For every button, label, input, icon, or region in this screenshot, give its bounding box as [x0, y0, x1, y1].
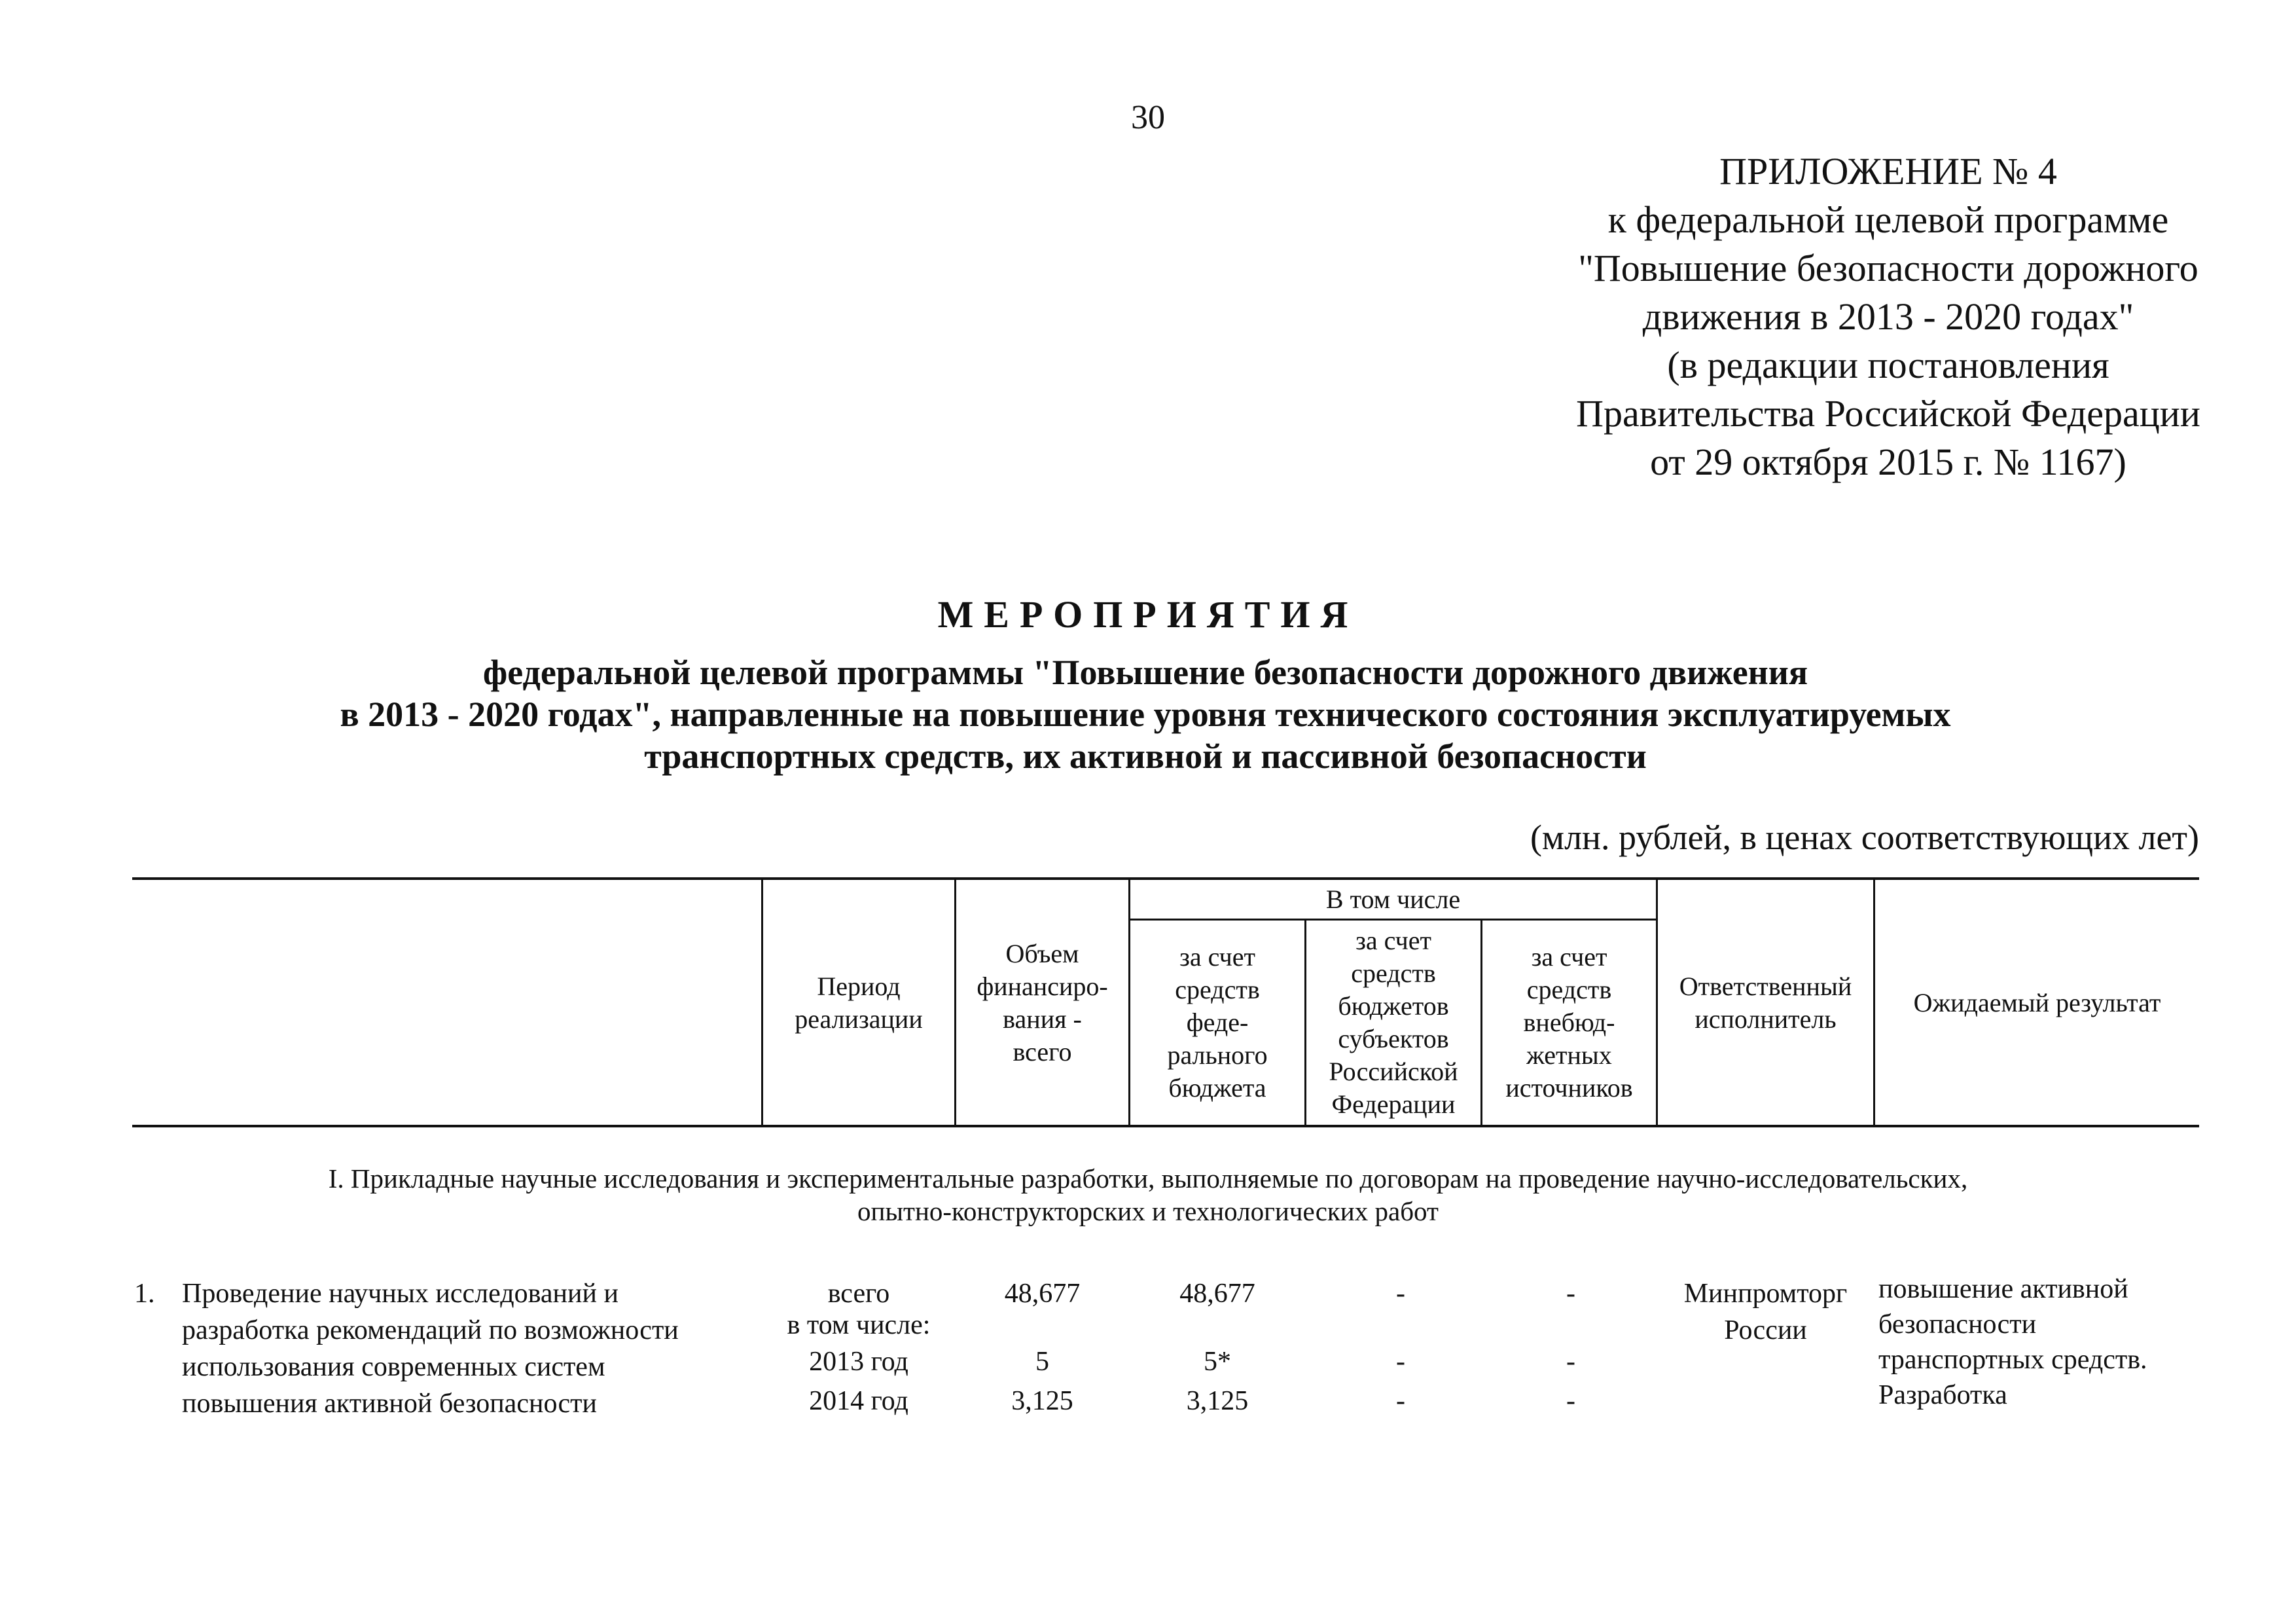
- item-number: 1.: [134, 1279, 155, 1309]
- appendix-line: Правительства Российской Федерации: [1576, 392, 2200, 435]
- cell-extrabudget: -: [1566, 1347, 1575, 1377]
- cell-period: 2013 год: [809, 1347, 908, 1377]
- header-federal: за счет средств феде- рального бюджета: [1167, 942, 1268, 1103]
- subtitle-line: транспортных средств, их активной и пассивной безопасности: [644, 737, 1647, 776]
- cell-executor: Минпромторг России: [1683, 1279, 1848, 1345]
- appendix-line: к федеральной целевой программе: [1607, 198, 2169, 241]
- cell-regional: -: [1396, 1279, 1405, 1309]
- cell-period: в том числе:: [787, 1310, 931, 1340]
- cell-period: всего: [827, 1279, 890, 1309]
- appendix-line: ПРИЛОЖЕНИЕ № 4: [1719, 150, 2057, 192]
- appendix-line: (в редакции постановления: [1667, 344, 2109, 386]
- cell-regional: -: [1396, 1347, 1405, 1377]
- subtitle-line: федеральной целевой программы "Повышение безопасности дорожного движения: [482, 653, 1808, 692]
- cell-regional: -: [1396, 1386, 1405, 1416]
- appendix-line: движения в 2013 - 2020 годах": [1642, 295, 2134, 338]
- cell-total: 3,125: [1011, 1386, 1073, 1416]
- header-executor: Ответственный исполнитель: [1679, 971, 1852, 1034]
- header-including: В том числе: [1325, 884, 1461, 914]
- header-volume: Объем финансиро- вания - всего: [977, 938, 1108, 1067]
- page-number: 30: [1131, 99, 1165, 136]
- appendix-block: [1512, 147, 2265, 486]
- header-regional: за счет средств бюджетов субъектов Российской Федерации: [1329, 926, 1458, 1119]
- cell-federal: 5*: [1204, 1347, 1231, 1377]
- header-period: Период реализации: [795, 971, 923, 1034]
- document-title: МЕРОПРИЯТИЯ: [937, 593, 1359, 636]
- appendix-line: "Повышение безопасности дорожного: [1578, 247, 2198, 289]
- table-header-bottom-rule: [132, 1125, 2199, 1127]
- header-result: Ожидаемый результат: [1913, 987, 2161, 1017]
- item-name: Проведение научных исследований и разработка рекомендаций по возможности использования современных систем повышения активной безопасности: [182, 1279, 679, 1419]
- cell-federal: 3,125: [1186, 1386, 1249, 1416]
- cell-extrabudget: -: [1566, 1279, 1575, 1309]
- units-note: (млн. рублей, в ценах соответствующих лет): [1530, 818, 2199, 857]
- cell-period: 2014 год: [809, 1386, 908, 1416]
- document-subtitle: [164, 651, 2127, 777]
- cell-total: 48,677: [1004, 1279, 1081, 1309]
- cell-result: повышение активной безопасности транспортных средств. Разработка: [1878, 1274, 2147, 1410]
- appendix-line: от 29 октября 2015 г. № 1167): [1650, 441, 2126, 483]
- section-heading: I. Прикладные научные исследования и экспериментальные разработки, выполняемые по договорам на проведение научно-исследовательских, опытно-конструкторских и технологических работ: [328, 1163, 1968, 1226]
- header-extrabudget: за счет средств внебюд- жетных источников: [1505, 942, 1633, 1103]
- subtitle-line: в 2013 - 2020 годах", направленные на повышение уровня технического состояния эксплуатируемых: [340, 695, 1951, 734]
- cell-extrabudget: -: [1566, 1386, 1575, 1416]
- table-top-rule: [132, 877, 2199, 880]
- cell-total: 5: [1035, 1347, 1049, 1377]
- cell-federal: 48,677: [1179, 1279, 1255, 1309]
